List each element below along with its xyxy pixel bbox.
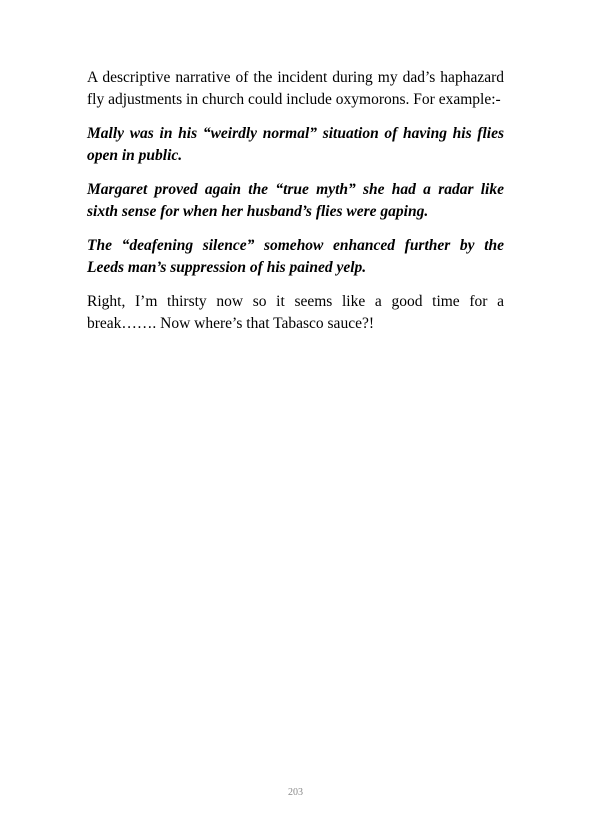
paragraph-example-2: Margaret proved again the “true myth” she had a radar like sixth sense for when her husband’s flies were gaping. bbox=[87, 181, 504, 220]
paragraph-example-3: The “deafening silence” somehow enhanced further by the Leeds man’s suppression of his pained yelp. bbox=[87, 237, 504, 276]
body-text bbox=[87, 67, 504, 347]
paragraph-closing: Right, I’m thirsty now so it seems like a good time for a break……. Now where’s that Tabasco sauce?! bbox=[87, 293, 504, 332]
page-number: 203 bbox=[288, 787, 303, 798]
paragraph-example-1: Mally was in his “weirdly normal” situation of having his flies open in public. bbox=[87, 125, 504, 164]
paragraph-intro: A descriptive narrative of the incident during my dad’s haphazard fly adjustments in church could include oxymorons. For example:- bbox=[87, 69, 504, 108]
